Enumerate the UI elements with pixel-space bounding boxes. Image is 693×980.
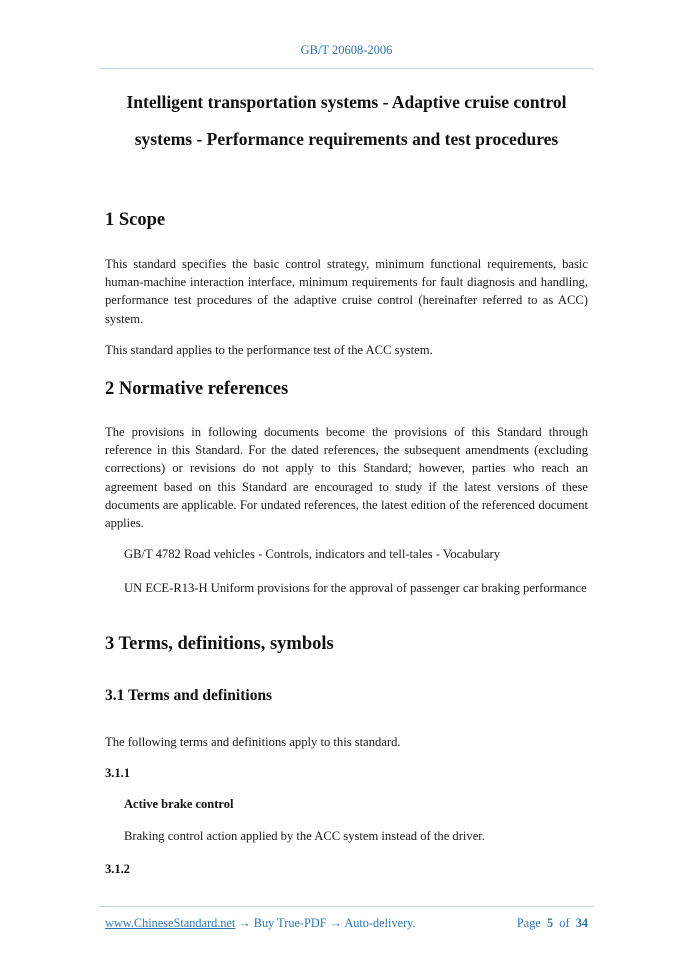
term-definition: Braking control action applied by the ACC system instead of the driver. (124, 829, 485, 843)
reference-item: UN ECE-R13-H Uniform provisions for the approval of passenger car braking performance (124, 581, 587, 595)
scope-paragraph-1: This standard specifies the basic control strategy, minimum functional requirements, basic human-machine interaction interface, minimum requirements for fault diagnosis and handling, performance test procedures of the adaptive cruise control (hereinafter referred to as ACC) system. (105, 257, 588, 326)
subsection-heading-terms-definitions: 3.1 Terms and definitions (105, 687, 273, 704)
footer-tagline: → Buy True-PDF → Auto-delivery. (235, 916, 416, 930)
document-title-line-1: Intelligent transportation systems - Adaptive cruise control (126, 92, 567, 112)
page-indicator (517, 916, 588, 931)
section-heading-terms: 3 Terms, definitions, symbols (105, 634, 334, 654)
footer-divider (99, 906, 594, 907)
clause-number: 3.1.2 (105, 862, 130, 876)
page-total: 34 (575, 916, 588, 930)
terms-intro: The following terms and definitions apply to this standard. (105, 735, 401, 749)
document-code-header: GB/T 20608-2006 (300, 43, 393, 57)
page-label: Page (516, 916, 541, 930)
clause-number: 3.1.1 (105, 766, 130, 780)
section-heading-scope: 1 Scope (105, 210, 166, 230)
header-divider (99, 68, 594, 69)
document-title-line-2: systems - Performance requirements and test procedures (134, 129, 559, 149)
page-current: 5 (546, 916, 554, 930)
page-of-label: of (559, 916, 570, 930)
normative-paragraph: The provisions in following documents become the provisions of this Standard through reference in this Standard. For the dated references, the subsequent amendments (excluding corrections) or revisions do not apply to this Standard; however, parties who reach an agreement based on this Standard are encouraged to study if the latest versions of these documents are applicable. For undated references, the latest edition of the referenced document applies. (105, 425, 588, 531)
page-footer (105, 916, 588, 931)
term-title: Active brake control (124, 797, 234, 811)
scope-paragraph-2: This standard applies to the performance test of the ACC system. (105, 343, 433, 357)
website-link[interactable]: www.ChineseStandard.net (105, 916, 236, 930)
reference-item: GB/T 4782 Road vehicles - Controls, indicators and tell-tales - Vocabulary (124, 547, 500, 561)
document-title (99, 84, 594, 158)
section-heading-normative-references: 2 Normative references (105, 379, 289, 399)
